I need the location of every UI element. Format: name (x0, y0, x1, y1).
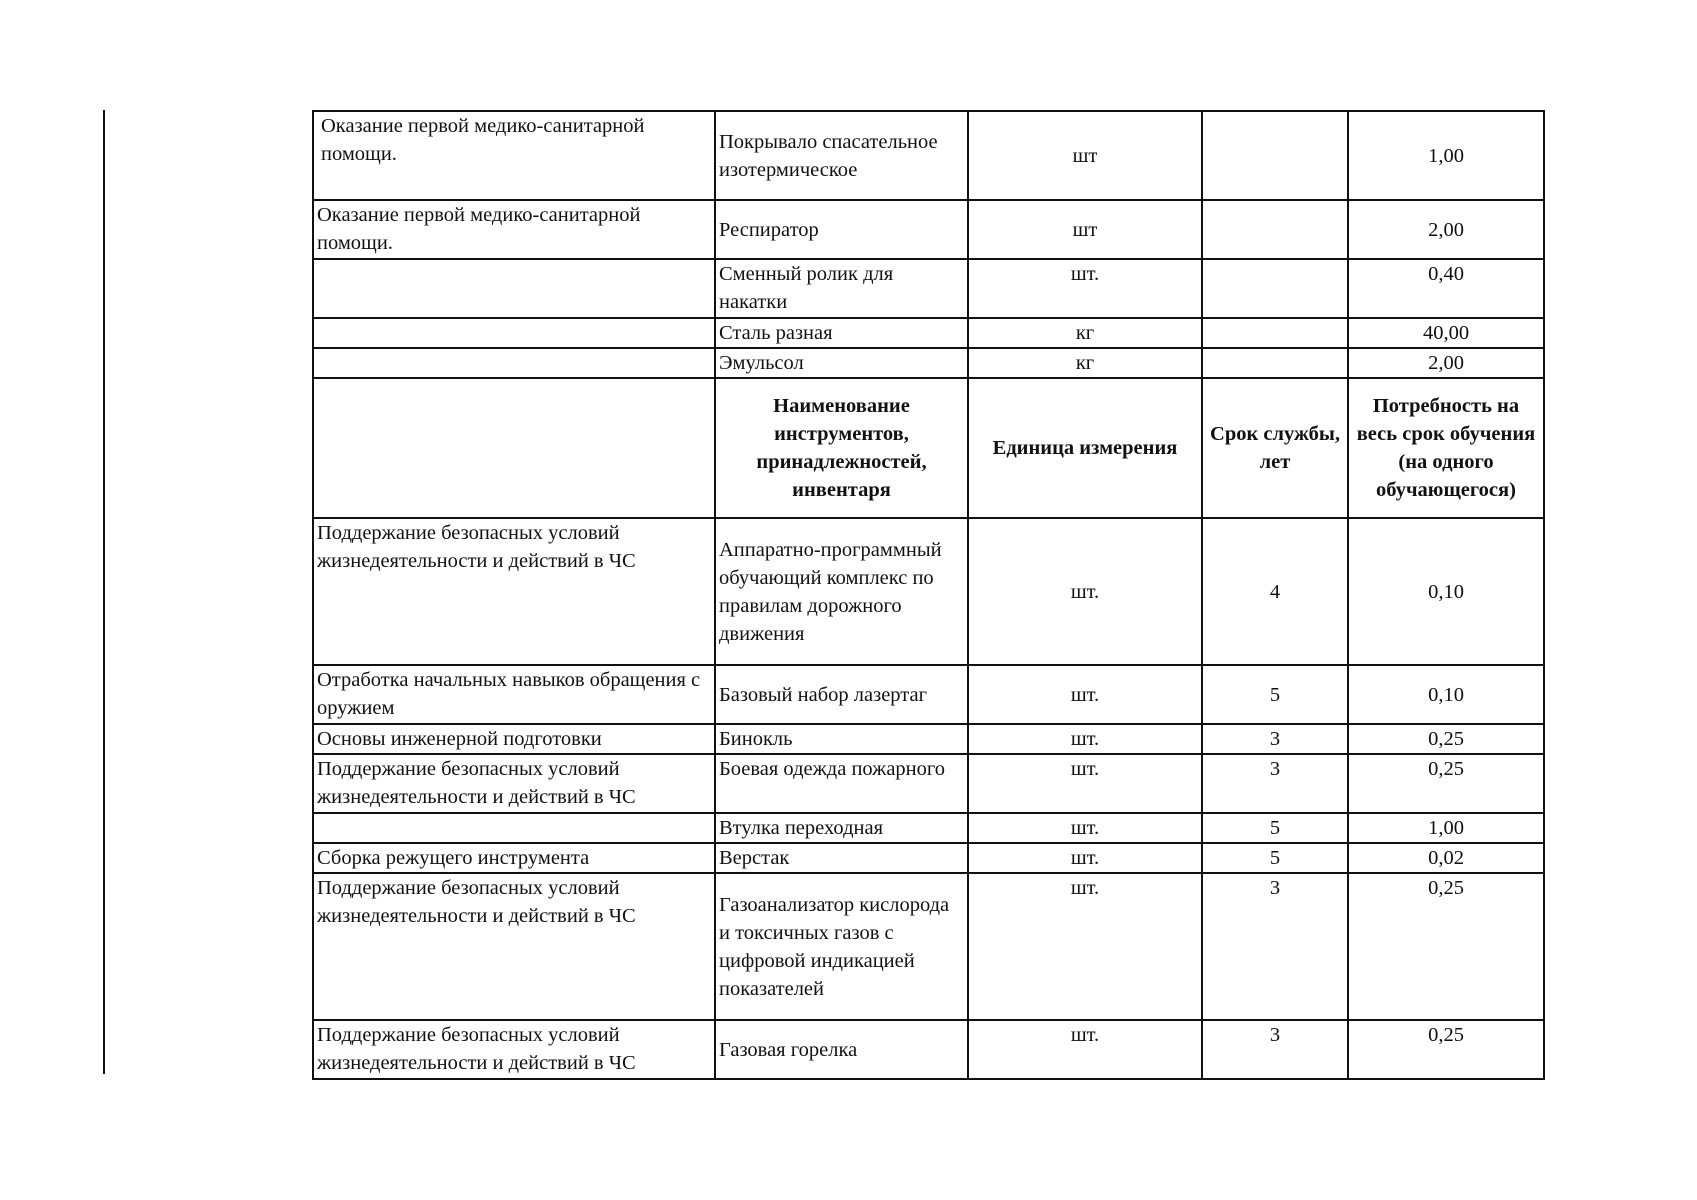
table-row (313, 200, 1544, 259)
header-need: Потребность на весь срок обучения (на одного обучающегося) (1348, 378, 1544, 518)
table-row (313, 318, 1544, 348)
activity-cell (313, 813, 715, 843)
table-row (313, 259, 1544, 318)
activity-cell: Поддержание безопасных условий жизнедеятельности и действий в ЧС (313, 518, 715, 665)
table-row (313, 813, 1544, 843)
need-cell: 0,10 (1348, 665, 1544, 724)
item-name-cell: Газоанализатор кислорода и токсичных газов с цифровой индикацией показателей (715, 873, 968, 1020)
need-cell: 0,10 (1348, 518, 1544, 665)
activity-cell: Основы инженерной подготовки (313, 724, 715, 754)
equipment-table (312, 110, 1545, 1080)
need-cell: 0,02 (1348, 843, 1544, 873)
unit-cell: кг (968, 318, 1202, 348)
table-row (313, 518, 1544, 665)
item-name-cell: Втулка переходная (715, 813, 968, 843)
activity-cell (313, 259, 715, 318)
item-name-cell: Респиратор (715, 200, 968, 259)
activity-cell: Поддержание безопасных условий жизнедеятельности и действий в ЧС (313, 754, 715, 813)
activity-cell: Сборка режущего инструмента (313, 843, 715, 873)
term-cell: 5 (1202, 665, 1348, 724)
need-cell: 0,25 (1348, 1020, 1544, 1079)
term-cell: 3 (1202, 724, 1348, 754)
item-name-cell: Базовый набор лазертаг (715, 665, 968, 724)
table-row (313, 665, 1544, 724)
item-name-cell: Боевая одежда пожарного (715, 754, 968, 813)
activity-cell: Оказание первой медико-санитарной помощи. (313, 200, 715, 259)
unit-cell: шт. (968, 873, 1202, 1020)
unit-cell: шт (968, 111, 1202, 200)
item-name-cell: Верстак (715, 843, 968, 873)
table-row (313, 724, 1544, 754)
item-name-cell: Аппаратно-программный обучающий комплекс по правилам дорожного движения (715, 518, 968, 665)
unit-cell: шт (968, 200, 1202, 259)
activity-cell: Поддержание безопасных условий жизнедеятельности и действий в ЧС (313, 873, 715, 1020)
need-cell: 0,25 (1348, 754, 1544, 813)
activity-cell (313, 318, 715, 348)
activity-cell: Поддержание безопасных условий жизнедеятельности и действий в ЧС (313, 1020, 715, 1079)
table-row (313, 754, 1544, 813)
item-name-cell: Покрывало спасательное изотермическое (715, 111, 968, 200)
need-cell: 40,00 (1348, 318, 1544, 348)
table-row (313, 111, 1544, 200)
term-cell: 3 (1202, 873, 1348, 1020)
unit-cell: шт. (968, 813, 1202, 843)
need-cell: 0,25 (1348, 873, 1544, 1020)
term-cell: 4 (1202, 518, 1348, 665)
term-cell (1202, 111, 1348, 200)
need-cell: 1,00 (1348, 813, 1544, 843)
unit-cell: шт. (968, 754, 1202, 813)
table-header-row (313, 378, 1544, 518)
need-cell: 2,00 (1348, 348, 1544, 378)
need-cell: 2,00 (1348, 200, 1544, 259)
term-cell (1202, 318, 1348, 348)
unit-cell: шт. (968, 843, 1202, 873)
unit-cell: шт. (968, 518, 1202, 665)
need-cell: 0,40 (1348, 259, 1544, 318)
term-cell: 3 (1202, 754, 1348, 813)
unit-cell: шт. (968, 259, 1202, 318)
header-unit: Единица измерения (968, 378, 1202, 518)
header-term: Срок службы, лет (1202, 378, 1348, 518)
table-row (313, 873, 1544, 1020)
table-row (313, 1020, 1544, 1079)
activity-cell: Отработка начальных навыков обращения с оружием (313, 665, 715, 724)
term-cell: 5 (1202, 813, 1348, 843)
term-cell (1202, 259, 1348, 318)
item-name-cell: Сменный ролик для накатки (715, 259, 968, 318)
term-cell (1202, 348, 1348, 378)
table-row (313, 348, 1544, 378)
item-name-cell: Эмульсол (715, 348, 968, 378)
need-cell: 0,25 (1348, 724, 1544, 754)
term-cell: 5 (1202, 843, 1348, 873)
unit-cell: шт. (968, 724, 1202, 754)
unit-cell: кг (968, 348, 1202, 378)
item-name-cell: Бинокль (715, 724, 968, 754)
header-item-name: Наименование инструментов, принадлежностей, инвентаря (715, 378, 968, 518)
term-cell (1202, 200, 1348, 259)
header-activity-cell (313, 378, 715, 518)
unit-cell: шт. (968, 1020, 1202, 1079)
unit-cell: шт. (968, 665, 1202, 724)
term-cell: 3 (1202, 1020, 1348, 1079)
item-name-cell: Газовая горелка (715, 1020, 968, 1079)
table-row (313, 843, 1544, 873)
activity-cell: Оказание первой медико-санитарной помощи. (313, 111, 715, 200)
need-cell: 1,00 (1348, 111, 1544, 200)
item-name-cell: Сталь разная (715, 318, 968, 348)
page-margin-line (103, 110, 105, 1074)
activity-cell (313, 348, 715, 378)
